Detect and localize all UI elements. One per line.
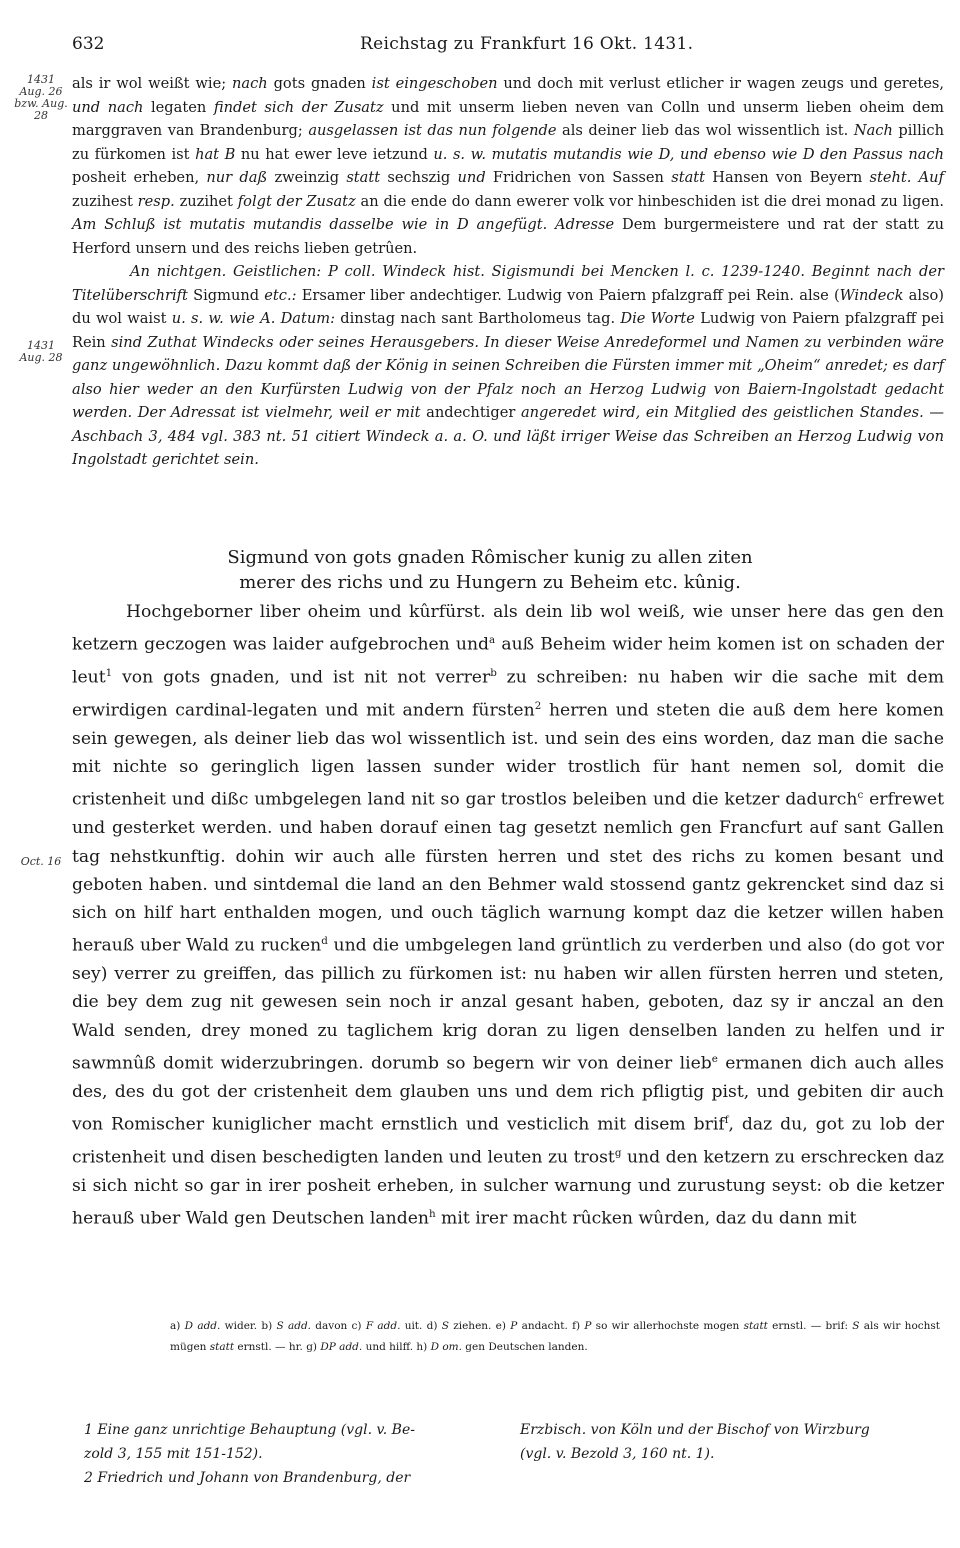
text-run: so wir allerhochste mogen [591, 1320, 744, 1332]
note-marker: c [857, 789, 864, 802]
text-run: und den ketzern zu erschrecken daz si sich nicht so gar in irer posheit erheben, in sulcher warnung und zurustung seyst: ob die ketzer herauß uber Wald gen Deutschen landen [72, 1147, 944, 1229]
text-run: erfrewet und gesterket werden. und haben dorauf einen tag gesetzt nemlich gen Francfurt auf sant Gallen tag nehstkunftig. dohin wir auch alle fürsten herren und stet des richs zu komen besant und geboten haben. und sintdemal die land an den Behmer wald stossend gantz gekrencket sind daz si sich on hilf hart enthalden mogen, und ouch täglich warnung kompt daz die ketzer willen haben herauß uber Wald zu rucken [72, 790, 945, 956]
footnotes-left [84, 1418, 504, 1490]
text-run: zweinzig [267, 169, 347, 186]
text-run: S add. [276, 1320, 312, 1332]
text-run: ziehen. e) [448, 1320, 511, 1332]
text-run: Hansen von Beyern [705, 169, 870, 186]
variant-notes-text [170, 1316, 940, 1358]
footnote-2-line-3: (vgl. v. Bezold 3, 160 nt. 1). [520, 1446, 715, 1462]
text-run: angeredet wird, ein Mitglied des geistlichen Standes. — Aschbach 3, 484 vgl. 383 nt. 51 citiert Windeck a. a. O. und läßt irriger Weise das Schreiben an Herzog Ludwig von Ingolstadt gerichtet sein. [72, 404, 944, 468]
text-run: als ir wol weißt wie; [72, 75, 233, 92]
text-run: zu schreiben: nu haben wir die sache mit dem erwirdigen cardinal-legaten und mit andern fürsten [72, 667, 944, 721]
text-run: an die ende do dann ewerer volk vor hinbeschiden ist die drei monad zu ligen. [355, 192, 945, 210]
text-run: findet sich der Zusatz [213, 98, 384, 116]
page-number: 632 [72, 34, 105, 54]
margin-date-1: 1431 Aug. 26 bzw. Aug. 28 [14, 73, 68, 122]
text-run: dinstag nach sant Bartholomeus tag. [335, 310, 621, 327]
text-run: Hochgeborner liber oheim und kûrfürst. als dein lib wol weiß, wie unser here das gen den ketzern geczogen was laider aufgebrochen und [72, 602, 944, 655]
text-run: etc.: [264, 286, 297, 304]
variant-notes [170, 1316, 940, 1358]
text-run: nur daß [206, 169, 268, 186]
text-run: davon c) [311, 1320, 366, 1332]
text-run: D om. [430, 1341, 462, 1353]
text-run: posheit erheben, [72, 169, 207, 186]
text-run: sechszig [380, 169, 458, 186]
heading-line-1: Sigmund von gots gnaden Rômischer kunig zu allen ziten [227, 547, 753, 568]
text-run: u. s. w. mutatis mutandis wie D, und ebenso wie D den Passus nach [433, 145, 944, 163]
heading-line-2: merer des richs und zu Hungern zu Beheim etc. kûnig. [239, 572, 741, 593]
text-run: also) du wol waist [72, 286, 944, 327]
main-text-paragraph [72, 598, 944, 1233]
text-run: , daz du, got zu lob der cristenheit und disen beschedigten landen und leuten zu trost [72, 1114, 944, 1168]
text-run: hat B [195, 145, 236, 163]
text-run: F add. [365, 1320, 401, 1332]
text-run: statt [209, 1341, 235, 1353]
text-run: andechtiger [420, 404, 521, 421]
apparatus-paragraph-2 [72, 260, 944, 472]
text-run: An nichtgen. Geistlichen: P coll. Windeck hist. Sigismundi bei Mencken l. c. 1239-1240. Beginnt nach der Titelüberschrift [72, 263, 944, 304]
footnote-2-line-1: 2 Friedrich und Johann von Brandenburg, der [84, 1470, 411, 1486]
text-run: andacht. f) [517, 1320, 585, 1332]
text-run: Ersamer liber andechtiger. Ludwig von Paiern pfalzgraff pei Rein. alse ( [296, 286, 840, 304]
text-run: P [584, 1320, 592, 1332]
text-run: statt [743, 1320, 768, 1332]
apparatus-paragraph-1 [72, 72, 944, 260]
text-run: Windeck [839, 286, 904, 304]
text-run: auß Beheim wider heim komen ist on schaden der leut [72, 634, 944, 688]
text-run: Fridrichen von Sassen [485, 169, 672, 186]
note-marker: h [428, 1207, 436, 1220]
text-run: u. s. w. wie A. Datum: [171, 310, 336, 327]
text-run: und hilff. h) [362, 1341, 431, 1353]
text-run: DP add. [320, 1341, 363, 1353]
text-run: Sigmund [187, 286, 265, 304]
text-run: Die Worte [620, 310, 695, 327]
text-run: steht. Auf [869, 169, 944, 186]
text-run: ist eingeschoben [371, 75, 498, 92]
text-run: und die umbgelegen land grüntlich zu verderben und also (do got vor sey) verrer zu greiffen, das pillich zu fürkomen ist: nu haben wir allen fürsten herren und steten, die bey dem zug nit gewesen sein noch ir anzal gesant haben, geboten, daz sy ir anczal an den Wald senden, drey moned zu taglichem krig doran zu ligen denselben landen zu helfen und ir sawmnûß domit widerzubringen. dorumb so begern wir von deiner lieb [72, 935, 945, 1074]
text-run: statt [671, 169, 706, 186]
note-marker: 1 [105, 667, 113, 680]
text-run: wider. b) [220, 1320, 277, 1332]
text-run: und [457, 169, 486, 186]
apparatus-block [72, 72, 944, 472]
text-run: Am Schluß ist mutatis mutandis dasselbe wie in D angefügt. Adresse [72, 216, 615, 233]
document-heading [150, 545, 830, 595]
text-run: statt [346, 169, 381, 186]
note-marker: a [489, 634, 496, 647]
text-run: nach [232, 75, 268, 92]
text-run: zuzihest [72, 192, 138, 210]
text-run: S [852, 1320, 860, 1332]
text-run: nu hat ewer leve ietzund [235, 145, 434, 163]
text-run: Ludwig von Paiern pfalzgraff pei Rein [72, 310, 945, 351]
running-title: Reichstag zu Frankfurt 16 Okt. 1431. [360, 34, 694, 54]
margin-date-3: Oct. 16 [20, 855, 62, 868]
footnote-1-line-2: zold 3, 155 mit 151-152). [84, 1446, 263, 1462]
text-run: und nach [72, 98, 144, 116]
page-header [72, 34, 942, 58]
footnotes-right [520, 1418, 940, 1466]
text-run: pillich zu fürkomen ist [72, 122, 944, 163]
text-run: S [441, 1320, 449, 1332]
text-run: ernstl. — hr. g) [234, 1341, 321, 1353]
note-marker: g [614, 1146, 622, 1159]
text-run: gen Deutschen landen. [461, 1341, 588, 1353]
text-run: von gots gnaden, und ist nit not verrer [112, 667, 491, 688]
note-marker: d [321, 935, 328, 948]
text-run: und doch mit verlust etlicher ir wagen zeugs und geretes, [497, 75, 945, 92]
text-run: herren und steten die auß dem here komen sein gewegen, als deiner lieb das wol wissentlich ist. und sein des eins worden, daz man die sache mit nichte so geringlich ligen lassen sunder wider trostlich für hant nemen sol, domit die cristenheit und dißc umbgelegen land nit so gar trostlos beleiben und die ketzer dadurch [72, 700, 944, 811]
text-run: sind Zuthat Windecks oder seines Herausgebers. In dieser Weise Anredeformel und Namen zu verbinden wäre ganz ungewöhnlich. Dazu kommt daß der König in seinen Schreiben die Fürsten immer mit „Oheim“ anredet; es darf also hier weder an den Kurfürsten Ludwig von der Pfalz noch an Herzog Ludwig von Baiern-Ingolstadt gedacht werden. Der Adressat ist vielmehr, weil er mit [72, 333, 944, 421]
text-run: uit. d) [400, 1320, 442, 1332]
text-run: Nach [853, 122, 893, 139]
text-run: a) [170, 1320, 185, 1332]
text-run: als deiner lieb das wol wissentlich ist. [556, 122, 854, 139]
text-run: ernstl. — brif: [767, 1320, 853, 1332]
text-run: D add. [184, 1320, 221, 1332]
text-run: Dem burgermeistere und rat der statt zu Herford unsern und des reichs lieben getrûen. [72, 216, 944, 257]
text-run: folgt der Zusatz [237, 192, 356, 210]
text-run: gots gnaden [267, 75, 372, 92]
text-run: P [510, 1320, 518, 1332]
text-run: als wir hochst mügen [170, 1320, 941, 1353]
note-marker: b [490, 667, 497, 680]
text-run: resp. [137, 192, 175, 210]
text-run: ermanen dich auch alles des, des du got der cristenheit dem glauben uns und dem rich pfligtig pist, und gebiten dir auch von Romischer kuniglicher macht ernstlich und vesticlich mit disem brif [72, 1053, 944, 1135]
note-marker: f [724, 1113, 729, 1126]
text-run: legaten [143, 98, 214, 116]
note-marker: e [711, 1052, 718, 1065]
text-run: und mit unserm lieben neven van Colln und unserm lieben oheim dem marggraven van Brandenburg; [72, 98, 945, 139]
note-marker: 2 [534, 700, 542, 713]
text-run: zuzihet [174, 192, 238, 210]
margin-date-2: 1431 Aug. 28 [19, 339, 63, 364]
text-run: ausgelassen ist das nun folgende [308, 122, 557, 139]
text-run: mit irer macht rûcken wûrden, daz du dann mit [435, 1208, 857, 1229]
footnote-2-line-2: Erzbisch. von Köln und der Bischof von Wirzburg [520, 1422, 870, 1438]
footnote-1-line-1: 1 Eine ganz unrichtige Behauptung (vgl. v. Be- [84, 1422, 415, 1438]
main-text [72, 598, 944, 1233]
